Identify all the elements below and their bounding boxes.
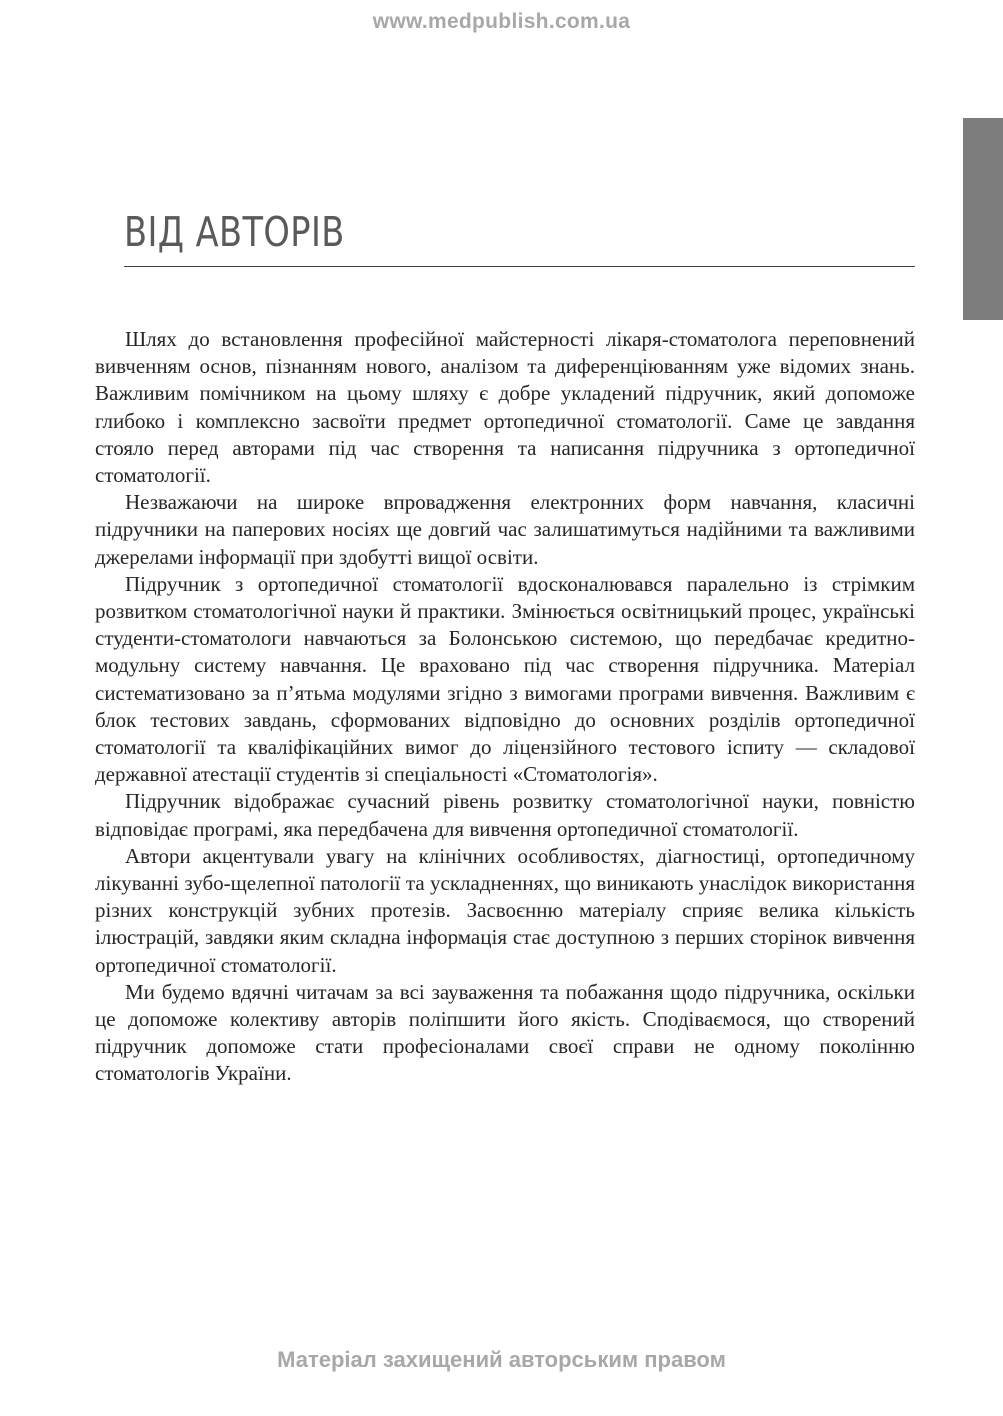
paragraph-5: Автори акцентували увагу на клінічних особливостях, діагностиці, ортопедичному лікуванні зубо-щелепної патології та ускладненнях, що виникають унаслідок використання різних конструкцій зубних протезів. Засвоєнню матеріалу сприяє велика кількість ілюстрацій, завдяки яким складна інформація стає доступною з перших сторінок вивчення ортопедичної стоматології. (95, 843, 915, 977)
paragraph-4: Підручник відображає сучасний рівень розвитку стоматологічної науки, повністю відповідає програмі, яка передбачена для вивчення ортопедичної стоматології. (95, 789, 915, 841)
chapter-side-tab (963, 118, 1003, 320)
title-underline (124, 266, 915, 267)
page-title: ВІД АВТОРІВ (124, 208, 345, 256)
paragraph-1: Шлях до встановлення професійної майстерності лікаря-стоматолога переповнений вивченням основ, пізнанням нового, аналізом та диференціюванням уже відомих знань. Важливим помічником на цьому шляху є добре укладений підручник, який допоможе глибоко і комплексно засвоїти предмет ортопедичної стоматології. Саме це завдання стояло перед авторами під час створення та написання підручника з ортопедичної стоматології. (95, 327, 915, 488)
paragraph-6: Ми будемо вдячні читачам за всі зауваження та побажання щодо підручника, оскільки це допоможе колективу авторів поліпшити його якість. Сподіваємося, що створений підручник допоможе стати професіоналами своєї справи не одному поколінню стоматологів України. (95, 979, 915, 1086)
copyright-watermark: Матеріал захищений авторським правом (277, 1347, 726, 1372)
paragraph-3: Підручник з ортопедичної стоматології вдосконалювався паралельно із стрімким розвитком стоматологічної науки й практики. Змінюється освітницький процес, українські студенти-стоматологи навчаються за Болонською системою, що передбачає кредитно-модульну систему навчання. Це враховано під час створення підручника. Матеріал систематизовано за п’ятьма модулями згідно з вимогами програми вивчення. Важливим є блок тестових завдань, сформованих відповідно до основних розділів ортопедичної стоматології та кваліфікаційних вимог до ліцензійного тестового іспиту — складової державної атестації студентів зі спеціальності «Стоматологія». (95, 571, 915, 787)
watermark-url: www.medpublish.com.ua (372, 10, 631, 33)
body-text (95, 326, 915, 1088)
paragraph-2: Незважаючи на широке впровадження електронних форм навчання, класичні підручники на паперових носіях ще довгий час залишатимуться надійними та важливими джерелами інформації при здобутті вищої освіти. (95, 490, 915, 569)
